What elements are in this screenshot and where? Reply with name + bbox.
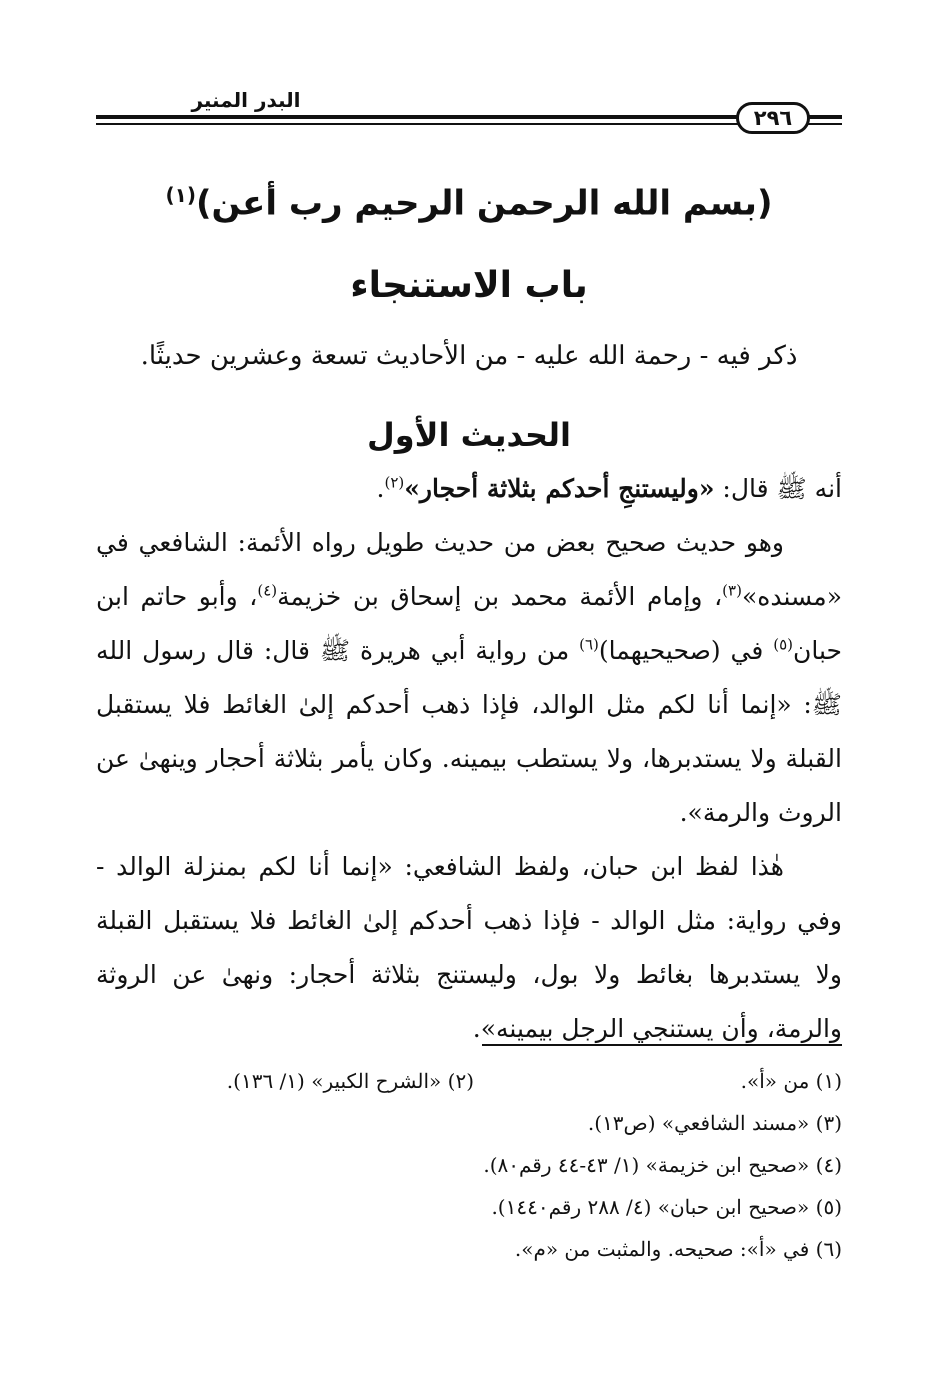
footnote-ref-5[interactable]: (٥) bbox=[773, 635, 794, 654]
footnote-separator bbox=[482, 1044, 842, 1046]
footnote-ref-3[interactable]: (٣) bbox=[722, 581, 742, 600]
footnote-3: (٣) «مسند الشافعي» (ص١٣). bbox=[587, 1111, 842, 1135]
p1-segment-e: من رواية أبي هريرة ﷺ قال: قال رسول الله ﷺ: «إنما أنا لكم مثل الوالد، فإذا ذهب أحدكم إلىٰ الغائط فلا يستقبل القبلة ولا يستدبرها، ولا يستطب بيمينه. وكان يأمر بثلاثة أحجار وينهىٰ عن الروث والرمة». bbox=[96, 636, 842, 827]
footnote-row-3 bbox=[96, 1144, 842, 1186]
p1-segment-c: ، وأبو حاتم ابن حبان bbox=[96, 582, 842, 665]
footnote-row-2 bbox=[96, 1102, 842, 1144]
footnote-4: (٤) «صحيح ابن خزيمة» (١/ ٤٣-٤٤ رقم٨٠). bbox=[483, 1153, 842, 1177]
p1-segment-b: ، وإمام الأئمة محمد بن إسحاق بن خزيمة bbox=[277, 582, 723, 611]
footnote-row-5 bbox=[96, 1228, 842, 1270]
header-rule-thick bbox=[96, 115, 842, 119]
footnote-row-1 bbox=[96, 1060, 842, 1102]
page-header bbox=[96, 88, 842, 140]
footnote-ref-1[interactable]: (١) bbox=[165, 183, 196, 207]
p1-segment-a: وهو حديث صحيح بعض من حديث طويل رواه الأئمة: الشافعي في «مسنده» bbox=[96, 528, 842, 611]
chapter-title: باب الاستنجاء bbox=[350, 265, 588, 306]
footnote-2: (٢) «الشرح الكبير» (١/ ١٣٦). bbox=[226, 1069, 474, 1093]
paragraph-1 bbox=[96, 516, 842, 840]
footnote-row-4 bbox=[96, 1186, 842, 1228]
footnote-ref-6[interactable]: (٦) bbox=[579, 635, 599, 654]
p1-segment-d: في (صحيحيهما) bbox=[598, 636, 774, 665]
chapter-intro: ذكر فيه - رحمة الله عليه - من الأحاديث تسعة وعشرين حديثًا. bbox=[140, 341, 798, 371]
footnote-1: (١) من «أ». bbox=[740, 1069, 842, 1093]
header-rule-thin bbox=[96, 123, 842, 125]
page-number-badge: ٢٩٦ bbox=[736, 102, 810, 134]
footnote-ref-2[interactable]: (٢) bbox=[384, 473, 405, 492]
footnotes bbox=[96, 1060, 842, 1270]
statement-prefix: أنه ﷺ قال: bbox=[714, 474, 842, 503]
hadith-heading: الحديث الأول bbox=[366, 416, 571, 454]
footnote-5: (٥) «صحيح ابن حبان» (٤/ ٢٨٨ رقم١٤٤٠). bbox=[491, 1195, 842, 1219]
hadith-quote: «وليستنجِ أحدكم بثلاثة أحجار» bbox=[404, 474, 715, 503]
footnote-6: (٦) في «أ»: صحيحه. والمثبت من «م». bbox=[514, 1237, 842, 1261]
main-text bbox=[96, 462, 842, 1056]
statement-suffix: . bbox=[376, 474, 385, 503]
running-book-title: البدر المنير bbox=[191, 88, 301, 112]
basmala-line bbox=[96, 168, 842, 230]
basmala-text: (بسم الله الرحمن الرحيم رب أعن) bbox=[195, 183, 773, 224]
footnote-ref-4[interactable]: (٤) bbox=[257, 581, 278, 600]
paragraph-2: هٰذا لفظ ابن حبان، ولفظ الشافعي: «إنما أنا لكم بمنزلة الوالد - وفي رواية: مثل الوالد - فإذا ذهب أحدكم إلىٰ الغائط فلا يستقبل القبلة ولا يستدبرها بغائط ولا بول، وليستنج بثلاثة أحجار: ونهىٰ عن الروثة والرمة، وأن يستنجي الرجل بيمينه». bbox=[96, 852, 842, 1043]
hadith-statement bbox=[96, 462, 842, 516]
